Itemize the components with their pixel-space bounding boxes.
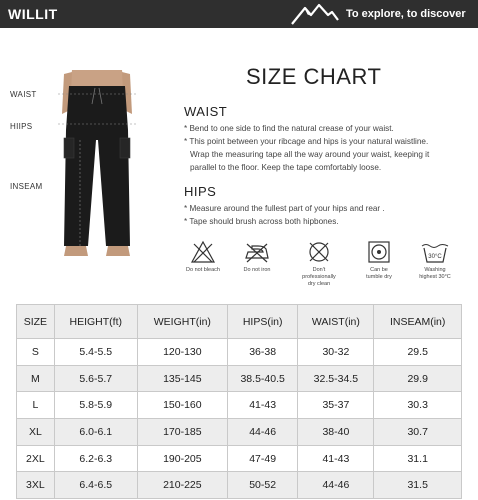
col-header-waist: WAIST(in) bbox=[298, 305, 374, 339]
label-hips: HIIPS bbox=[10, 122, 33, 131]
table-row bbox=[17, 339, 462, 366]
table-cell: 150-160 bbox=[137, 392, 227, 419]
care-no-dry-clean bbox=[296, 240, 342, 288]
table-row bbox=[17, 472, 462, 499]
table-cell: 3XL bbox=[17, 472, 55, 499]
table-cell: 6.0-6.1 bbox=[54, 419, 137, 446]
care-label-wash-30: Washing highest 30°C bbox=[419, 267, 451, 280]
wash-30-icon bbox=[420, 240, 450, 264]
table-row bbox=[17, 392, 462, 419]
table-cell: 29.9 bbox=[374, 365, 462, 392]
col-header-height: HEIGHT(ft) bbox=[54, 305, 137, 339]
table-cell: M bbox=[17, 365, 55, 392]
pants-model-image bbox=[58, 70, 136, 262]
table-cell: 30.3 bbox=[374, 392, 462, 419]
tumble-dry-icon bbox=[367, 240, 391, 264]
table-cell: 210-225 bbox=[137, 472, 227, 499]
table-cell: 41-43 bbox=[227, 392, 297, 419]
size-table bbox=[16, 304, 462, 499]
table-row bbox=[17, 419, 462, 446]
table-cell: 41-43 bbox=[298, 445, 374, 472]
table-header-row bbox=[17, 305, 462, 339]
table-cell: XL bbox=[17, 419, 55, 446]
label-waist: WAIST bbox=[10, 90, 37, 99]
table-cell: 31.5 bbox=[374, 472, 462, 499]
no-bleach-icon bbox=[190, 240, 216, 264]
hips-instruction-1: * Measure around the fullest part of your hips and rear . bbox=[184, 204, 385, 213]
table-cell: 2XL bbox=[17, 445, 55, 472]
table-cell: 5.8-5.9 bbox=[54, 392, 137, 419]
hips-heading: HIPS bbox=[184, 184, 217, 199]
table-cell: 31.1 bbox=[374, 445, 462, 472]
waist-instruction-3: Wrap the measuring tape all the way around your waist, keeping it bbox=[190, 150, 430, 159]
table-cell: 38-40 bbox=[298, 419, 374, 446]
care-label-no-dry-clean: Don't professionally dry clean bbox=[302, 267, 336, 287]
table-cell: 32.5-34.5 bbox=[298, 365, 374, 392]
table-cell: 29.5 bbox=[374, 339, 462, 366]
table-cell: 47-49 bbox=[227, 445, 297, 472]
size-chart-title: SIZE CHART bbox=[246, 64, 382, 89]
waist-heading: WAIST bbox=[184, 104, 228, 119]
table-cell: 5.6-5.7 bbox=[54, 365, 137, 392]
table-cell: 38.5-40.5 bbox=[227, 365, 297, 392]
care-label-tumble-dry: Can be tumble dry bbox=[366, 267, 392, 280]
header-bar bbox=[0, 0, 478, 28]
no-dry-clean-icon bbox=[306, 240, 332, 264]
table-cell: 30-32 bbox=[298, 339, 374, 366]
col-header-weight: WEIGHT(in) bbox=[137, 305, 227, 339]
care-wash-30 bbox=[414, 240, 456, 281]
care-label-no-iron: Do not iron bbox=[243, 267, 271, 273]
table-cell: 36-38 bbox=[227, 339, 297, 366]
table-cell: L bbox=[17, 392, 55, 419]
care-no-bleach bbox=[182, 240, 224, 274]
brand-logo: WILLIT bbox=[8, 6, 58, 22]
label-inseam: INSEAM bbox=[10, 182, 43, 191]
col-header-size: SIZE bbox=[17, 305, 55, 339]
table-cell: 5.4-5.5 bbox=[54, 339, 137, 366]
table-cell: 35-37 bbox=[298, 392, 374, 419]
table-cell: 170-185 bbox=[137, 419, 227, 446]
waist-instruction-4: parallel to the floor. Keep the tape comfortably loose. bbox=[190, 163, 382, 172]
hips-instruction-2: * Tape should brush across both hipbones. bbox=[184, 217, 339, 226]
table-cell: 44-46 bbox=[227, 419, 297, 446]
wash-temp-text: 30°C bbox=[428, 254, 442, 260]
col-header-hips: HIPS(in) bbox=[227, 305, 297, 339]
table-row bbox=[17, 365, 462, 392]
table-cell: S bbox=[17, 339, 55, 366]
table-cell: 120-130 bbox=[137, 339, 227, 366]
table-cell: 30.7 bbox=[374, 419, 462, 446]
care-tumble-dry bbox=[358, 240, 400, 281]
waist-instruction-2: * This point between your ribcage and hips is your natural waistline. bbox=[184, 137, 429, 146]
care-no-iron bbox=[236, 240, 278, 274]
table-cell: 44-46 bbox=[298, 472, 374, 499]
table-row bbox=[17, 445, 462, 472]
table-cell: 135-145 bbox=[137, 365, 227, 392]
mountain-logo-icon bbox=[291, 2, 339, 26]
table-cell: 6.2-6.3 bbox=[54, 445, 137, 472]
waist-instruction-1: * Bend to one side to find the natural crease of your waist. bbox=[184, 124, 394, 133]
header-tagline: To explore, to discover bbox=[346, 8, 466, 20]
table-cell: 190-205 bbox=[137, 445, 227, 472]
table-cell: 50-52 bbox=[227, 472, 297, 499]
care-label-no-bleach: Do not bleach bbox=[186, 267, 220, 273]
table-cell: 6.4-6.5 bbox=[54, 472, 137, 499]
no-iron-icon bbox=[242, 240, 272, 264]
col-header-inseam: INSEAM(in) bbox=[374, 305, 462, 339]
